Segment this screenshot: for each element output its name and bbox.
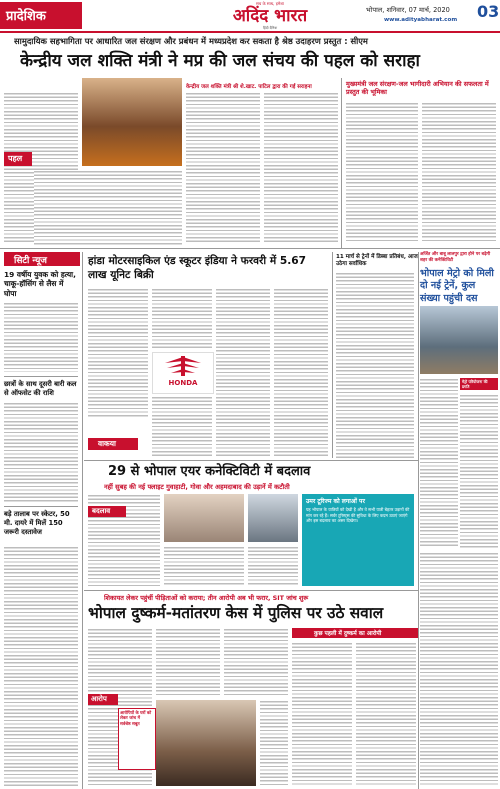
mid-divider	[332, 252, 333, 458]
lead-side-body-1	[346, 102, 418, 242]
air-headline: 29 से भोपाल एयर कनेक्टिविटी में बदलाव	[108, 464, 311, 479]
crime-body-4	[260, 700, 288, 786]
honda-body-2	[152, 288, 212, 348]
left-story-2-head: छात्रों के साथ दूसरी बारी कल से ऑफसेट की राशि	[4, 380, 77, 397]
metro-caption: मेट्रो परियोजना की प्रगति	[462, 379, 488, 389]
honda-logo-text: HONDA	[168, 379, 198, 387]
honda-body-4	[216, 288, 270, 456]
metro-headline: भोपाल मेट्रो को मिली दो नई ट्रेनें, कुल संख्या पहुंची दस	[420, 268, 494, 304]
left-story-2-body	[4, 402, 78, 502]
honda-body-5	[274, 288, 328, 456]
lead-subhead: केन्द्रीय जल शक्ति मंत्री श्री शे.खाट. पाटिल द्वारा की गई सराहना	[186, 84, 312, 90]
lead-kicker: सामुदायिक सहभागिता पर आधारित जल संरक्षण और प्रबंधन में मध्यप्रदेश कर सकता है श्रेष्ठ उदाहरण प्रस्तुत : सीएम	[14, 36, 368, 46]
crime-body-6	[356, 642, 416, 786]
honda-logo-box	[152, 352, 214, 394]
honda-badge-label: वाकया	[98, 439, 116, 448]
air-body-2	[164, 546, 244, 586]
dateline: भोपाल, शनिवार, 07 मार्च, 2020	[366, 6, 450, 14]
crime-body-3	[224, 628, 288, 696]
left-rule-2	[4, 506, 78, 507]
air-photo-2	[248, 494, 298, 542]
metro-kicker: अर्जित और बाबू लालपुर द्वारा होने पर बढ़ेगी शहर की कनेक्टिविटी	[420, 252, 491, 263]
honda-body-1	[88, 288, 148, 418]
crime-rule	[84, 590, 418, 591]
lead-headline: केन्द्रीय जल शक्ति मंत्री ने मप्र की जल संचय की पहल को सराहा	[20, 51, 420, 71]
col-divider	[341, 78, 342, 248]
lead-photo	[82, 78, 182, 166]
crime-kicker: शिकायत लेकर पहुंचीं पीड़िताओं को कराया; तीन आरोपी अब भी फरार, SIT जांच शुरू	[104, 594, 309, 602]
left-rule-1	[4, 376, 78, 377]
honda-wing-icon	[153, 353, 213, 379]
crime-quote: आरोपियों के घरों को लेकर जांच में सर्वश्रेष्ठ सबूत	[120, 710, 152, 726]
left-story-1-head: 19 वर्षीय युवक को हत्या, चाकू-हॉसिंग से लैस में घोपा	[4, 270, 76, 298]
website: www.adityabharat.com	[384, 17, 458, 23]
left-story-3-head: बड़े तालाब पर स्केटर, 50 मी. दायरे में मिलें 150 जरूरी दस्तावेज	[4, 510, 70, 536]
lead-body-photo-under	[34, 170, 182, 245]
right-body-lower	[420, 552, 498, 786]
tagline: सच के साथ, हमेशा	[256, 1, 284, 6]
mid-story-body-1	[336, 272, 414, 458]
honda-body-3	[152, 396, 212, 456]
mid-story-head: 11 मार्च से ट्रेनों में डिब्बा प्रतिबंध, आज उठेगा सर्वाधिक	[336, 254, 418, 268]
crime-body-5	[292, 642, 352, 786]
header-rule	[0, 31, 500, 33]
section-label: प्रादेशिक	[6, 9, 46, 24]
air-subhead: नहीं सुबह की नई फ्लाइट गुवाहाटी, गोवा और अहमदाबाद की उड़ानें में कटौती	[104, 483, 290, 491]
lead-side-body-2	[422, 102, 496, 242]
lead-body-mid-2	[264, 92, 338, 242]
left-story-1-body	[4, 302, 78, 372]
crime-body-2	[156, 628, 220, 696]
crime-right-bar-label: कुछ पहली में दुष्कर्म का आरोपी	[314, 631, 382, 637]
left-story-3-body	[4, 546, 78, 786]
metro-body-1	[420, 378, 458, 548]
lead-rule	[0, 248, 500, 249]
crime-photo	[156, 700, 256, 786]
page-number: 03	[477, 2, 500, 21]
air-photo-1	[164, 494, 244, 542]
lead-body-mid-1	[186, 92, 260, 242]
left-col-divider	[82, 252, 83, 789]
logo: अदिंद भारत	[232, 6, 308, 26]
masthead	[200, 1, 340, 31]
air-box-title: उमर टूरिज्म को लगाओं पर	[306, 498, 365, 505]
right-col-divider	[418, 252, 419, 789]
air-body-3	[248, 546, 298, 586]
city-news-label: सिटी न्यूज	[14, 256, 47, 266]
metro-photo	[420, 306, 498, 374]
honda-headline: हांडा मोटरसाइकिल एंड स्कूटर इंडिया ने फरवरी में 5.67 लाख यूनिट बिक्री	[88, 255, 306, 281]
air-rule	[84, 460, 418, 461]
metro-body-2	[460, 394, 498, 548]
logo-subtitle: हिंदी दैनिक	[262, 26, 278, 30]
crime-badge-label: आरोप	[91, 695, 107, 703]
crime-headline: भोपाल दुष्कर्म-मतांतरण केस में पुलिस पर उठे सवाल	[88, 604, 384, 622]
pehal-label: पहल	[8, 154, 23, 163]
lead-side-head: मुख्यमंत्री जल संरक्षण-जल भागीदारी अभियान की सफलता में प्रस्तुत की भूमिका	[346, 80, 489, 97]
air-box-text: यह भोपाल के यात्रियों को देखी है और वे सभी यात्री बेहतर उड़ानों की मांग कर रहे हैं। सर्वर टूरिस्ट्स की सुविधा के लिए कदम उठाएं जाएंगे और इस बदलाव का असर दिखेगा।	[306, 507, 410, 524]
air-badge-label: बदलाव	[92, 507, 111, 515]
